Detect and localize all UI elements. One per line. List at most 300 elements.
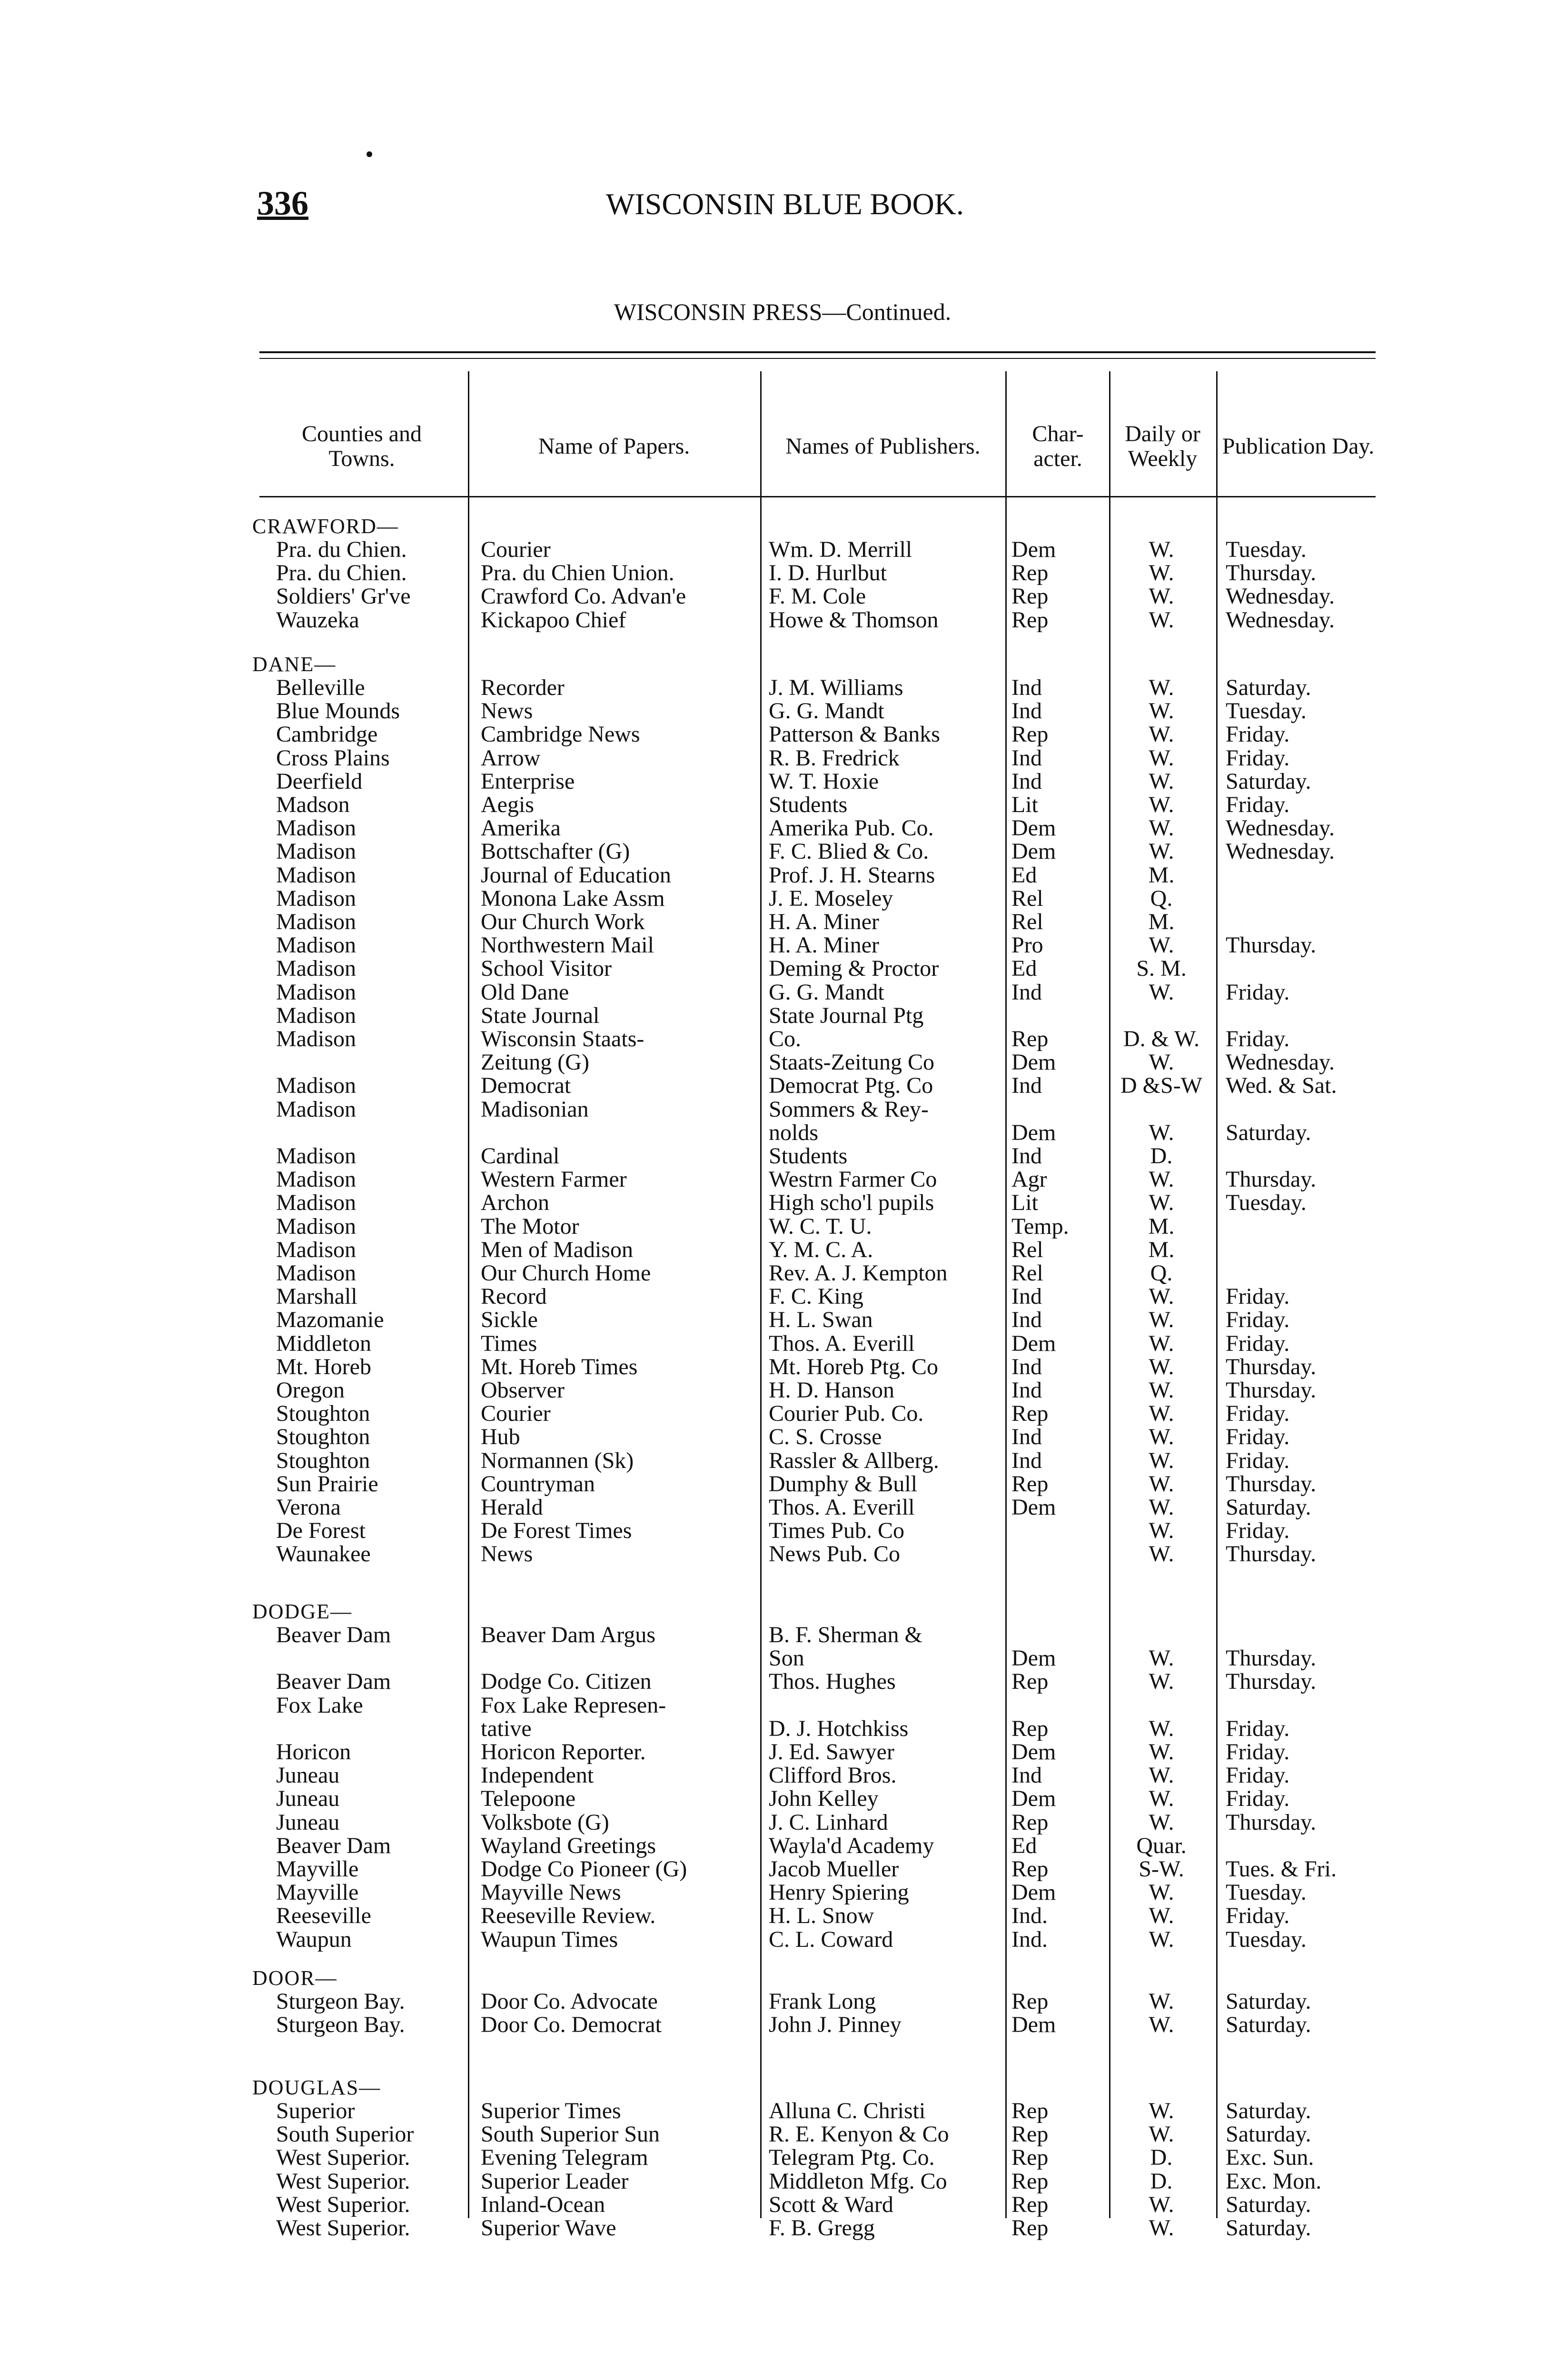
publisher-cell: nolds bbox=[769, 1121, 819, 1145]
character-cell: Dem bbox=[1011, 1051, 1056, 1075]
publisher-cell: F. B. Gregg bbox=[769, 2216, 875, 2240]
frequency-cell: W. bbox=[1149, 723, 1174, 747]
frequency-cell: D. bbox=[1150, 2146, 1173, 2170]
publisher-cell: Howe & Thomson bbox=[769, 608, 939, 632]
publisher-cell: Democrat Ptg. Co bbox=[769, 1074, 933, 1098]
table-row bbox=[0, 723, 1546, 746]
publisher-cell: Wm. D. Merrill bbox=[769, 538, 912, 562]
table-row bbox=[0, 2146, 1546, 2170]
publication-day-cell: Tuesday. bbox=[1226, 699, 1307, 724]
character-cell: Dem bbox=[1011, 1787, 1056, 1811]
frequency-cell: W. bbox=[1149, 2099, 1174, 2123]
publication-day-cell: Saturday. bbox=[1226, 2192, 1311, 2217]
frequency-cell: W. bbox=[1149, 1355, 1174, 1379]
table-row bbox=[0, 1881, 1546, 1904]
character-cell: Ind bbox=[1011, 769, 1042, 793]
town-cell: Madson bbox=[276, 793, 350, 817]
frequency-cell: W. bbox=[1149, 2192, 1174, 2217]
character-cell: Pro bbox=[1011, 933, 1043, 958]
character-cell: Dem bbox=[1011, 1121, 1056, 1145]
character-cell: Ind bbox=[1011, 1308, 1042, 1332]
character-cell: Temp. bbox=[1011, 1214, 1069, 1239]
town-cell: Madison bbox=[276, 886, 356, 911]
character-cell: Dem bbox=[1011, 538, 1056, 562]
paper-name-cell: The Motor bbox=[481, 1214, 579, 1239]
character-cell: Ind bbox=[1011, 980, 1042, 1004]
town-cell: Madison bbox=[276, 933, 356, 958]
table-row bbox=[0, 2170, 1546, 2193]
table-row bbox=[0, 1857, 1546, 1881]
town-cell: Madison bbox=[276, 816, 356, 841]
paper-name-cell: Mt. Horeb Times bbox=[481, 1355, 638, 1379]
paper-name-cell: Kickapoo Chief bbox=[481, 608, 626, 632]
town-cell: Verona bbox=[276, 1496, 341, 1519]
publisher-cell: Clifford Bros. bbox=[769, 1764, 897, 1788]
paper-name-cell: De Forest Times bbox=[481, 1519, 632, 1543]
table-row bbox=[0, 1646, 1546, 1670]
publisher-cell: H. A. Miner bbox=[769, 910, 879, 934]
character-cell: Rep bbox=[1011, 2192, 1049, 2217]
table-row bbox=[0, 1834, 1546, 1858]
paper-name-cell: Independent bbox=[481, 1764, 594, 1788]
publication-day-cell: Thursday. bbox=[1226, 1542, 1317, 1567]
frequency-cell: Q. bbox=[1150, 886, 1173, 911]
publication-day-cell: Tuesday. bbox=[1226, 1927, 1307, 1952]
character-cell: Ind bbox=[1011, 1425, 1042, 1449]
publisher-cell: Staats-Zeitung Co bbox=[769, 1051, 934, 1075]
publisher-cell: High scho'l pupils bbox=[769, 1191, 934, 1215]
character-cell: Lit bbox=[1011, 1191, 1038, 1215]
publication-day-cell: Friday. bbox=[1226, 1027, 1290, 1051]
town-cell: Madison bbox=[276, 910, 356, 934]
publisher-cell: Dumphy & Bull bbox=[769, 1472, 918, 1496]
town-cell: Stoughton bbox=[276, 1425, 370, 1449]
character-cell: Ed bbox=[1011, 1834, 1037, 1858]
table-row bbox=[0, 561, 1546, 585]
publisher-cell: J. M. Williams bbox=[769, 676, 903, 700]
publisher-cell: J. C. Linhard bbox=[769, 1810, 888, 1835]
publisher-cell: Thos. Hughes bbox=[769, 1670, 896, 1694]
town-cell: Deerfield bbox=[276, 769, 363, 793]
frequency-cell: W. bbox=[1149, 2216, 1174, 2240]
publisher-cell: Patterson & Banks bbox=[769, 723, 940, 747]
paper-name-cell: Cardinal bbox=[481, 1144, 560, 1168]
frequency-cell: M. bbox=[1148, 910, 1175, 934]
character-cell: Rep bbox=[1011, 2122, 1049, 2147]
frequency-cell: W. bbox=[1149, 1904, 1174, 1928]
publication-day-cell: Thursday. bbox=[1226, 1646, 1317, 1671]
table-row bbox=[0, 770, 1546, 793]
frequency-cell: W. bbox=[1149, 585, 1174, 609]
paper-name-cell: Times bbox=[481, 1331, 537, 1356]
character-cell: Rep bbox=[1011, 1716, 1049, 1741]
paper-name-cell: Dodge Co Pioneer (G) bbox=[481, 1857, 687, 1881]
town-cell: Fox Lake bbox=[276, 1693, 363, 1717]
town-cell: Waupun bbox=[276, 1927, 352, 1952]
town-cell: Madison bbox=[276, 980, 356, 1004]
town-cell: Madison bbox=[276, 1214, 356, 1239]
publisher-cell: R. B. Fredrick bbox=[769, 746, 900, 770]
table-row bbox=[0, 1623, 1546, 1647]
town-cell: Beaver Dam bbox=[276, 1834, 391, 1858]
paper-name-cell: Northwestern Mail bbox=[481, 933, 654, 958]
top-rule bbox=[259, 351, 1376, 353]
character-cell: Dem bbox=[1011, 1331, 1056, 1356]
town-cell: South Superior bbox=[276, 2122, 414, 2147]
publication-day-cell: Friday. bbox=[1226, 746, 1290, 770]
paper-name-cell: Our Church Work bbox=[481, 910, 645, 934]
publisher-cell: C. L. Coward bbox=[769, 1927, 893, 1952]
frequency-cell: W. bbox=[1149, 1787, 1174, 1811]
publisher-cell: Students bbox=[769, 793, 848, 817]
character-cell: Rel bbox=[1011, 1261, 1043, 1285]
table-row bbox=[0, 1285, 1546, 1309]
publisher-cell: H. L. Snow bbox=[769, 1904, 874, 1928]
table-row bbox=[0, 1402, 1546, 1426]
publisher-cell: State Journal Ptg bbox=[769, 1003, 924, 1028]
paper-name-cell: Monona Lake Assm bbox=[481, 886, 665, 911]
town-cell: Reeseville bbox=[276, 1904, 371, 1928]
publisher-cell: Thos. A. Everill bbox=[769, 1496, 915, 1519]
table-row bbox=[0, 910, 1546, 934]
publisher-cell: G. G. Mandt bbox=[769, 699, 884, 724]
paper-name-cell: Our Church Home bbox=[481, 1261, 651, 1285]
publisher-cell: Scott & Ward bbox=[769, 2192, 893, 2217]
town-cell: Sun Prairie bbox=[276, 1472, 378, 1496]
table-row bbox=[0, 1717, 1546, 1741]
publication-day-cell: Wednesday. bbox=[1226, 585, 1335, 609]
frequency-cell: D. bbox=[1150, 1144, 1173, 1168]
character-cell: Dem bbox=[1011, 1646, 1056, 1671]
frequency-cell: W. bbox=[1149, 1448, 1174, 1473]
publisher-cell: Amerika Pub. Co. bbox=[769, 816, 934, 841]
county-heading: DOOR— bbox=[252, 1966, 337, 1990]
table-row bbox=[0, 816, 1546, 840]
paper-name-cell: Old Dane bbox=[481, 980, 569, 1004]
publication-day-cell: Thursday. bbox=[1226, 1378, 1317, 1402]
town-cell: Superior bbox=[276, 2099, 355, 2123]
page-number: 336 bbox=[257, 184, 308, 222]
town-cell: Beaver Dam bbox=[276, 1623, 391, 1647]
character-cell: Rep bbox=[1011, 1027, 1049, 1051]
publication-day-cell: Friday. bbox=[1226, 723, 1290, 747]
publication-day-cell: Thursday. bbox=[1226, 561, 1317, 585]
table-row bbox=[0, 1990, 1546, 2013]
table-row bbox=[0, 1098, 1546, 1121]
publisher-cell: Son bbox=[769, 1646, 804, 1671]
frequency-cell: W. bbox=[1149, 840, 1174, 864]
publication-day-cell: Friday. bbox=[1226, 1425, 1290, 1449]
frequency-cell: W. bbox=[1149, 769, 1174, 793]
paper-name-cell: Countryman bbox=[481, 1472, 595, 1496]
header-publishers: Names of Publishers. bbox=[785, 434, 981, 459]
publisher-cell: Henry Spiering bbox=[769, 1881, 909, 1905]
town-cell: Juneau bbox=[276, 1787, 340, 1811]
character-cell: Ind bbox=[1011, 699, 1042, 724]
character-cell: Rep bbox=[1011, 1402, 1049, 1426]
publication-day-cell: Saturday. bbox=[1226, 676, 1311, 700]
town-cell: West Superior. bbox=[276, 2169, 410, 2193]
town-cell: Horicon bbox=[276, 1740, 351, 1764]
table-row bbox=[0, 1355, 1546, 1379]
publication-day-cell: Friday. bbox=[1226, 1740, 1290, 1764]
character-cell: Rep bbox=[1011, 723, 1049, 747]
town-cell: Madison bbox=[276, 957, 356, 981]
town-cell: Madison bbox=[276, 1238, 356, 1262]
town-cell: Pra. du Chien. bbox=[276, 538, 407, 562]
publisher-cell: Sommers & Rey- bbox=[769, 1097, 929, 1121]
character-cell: Rep bbox=[1011, 2216, 1049, 2240]
character-cell: Dem bbox=[1011, 1740, 1056, 1764]
table-row bbox=[0, 981, 1546, 1004]
table-row bbox=[0, 1308, 1546, 1332]
character-cell: Rep bbox=[1011, 1670, 1049, 1694]
paper-name-cell: Western Farmer bbox=[481, 1168, 627, 1192]
paper-name-cell: Dodge Co. Citizen bbox=[481, 1670, 652, 1694]
publisher-cell: J. E. Moseley bbox=[769, 886, 893, 911]
table-row bbox=[0, 1904, 1546, 1928]
paper-name-cell: Horicon Reporter. bbox=[481, 1740, 646, 1764]
table-row bbox=[0, 793, 1546, 817]
character-cell: Ind bbox=[1011, 676, 1042, 700]
character-cell: Ind bbox=[1011, 1285, 1042, 1309]
table-row bbox=[0, 1740, 1546, 1764]
town-cell: Pra. du Chien. bbox=[276, 561, 407, 585]
frequency-cell: W. bbox=[1149, 1121, 1174, 1145]
paper-name-cell: Superior Leader bbox=[481, 2169, 629, 2193]
publisher-cell: J. Ed. Sawyer bbox=[769, 1740, 894, 1764]
paper-name-cell: School Visitor bbox=[481, 957, 612, 981]
table-row bbox=[0, 1811, 1546, 1835]
header-character: Char- acter. bbox=[1032, 421, 1084, 471]
publisher-cell: B. F. Sherman & bbox=[769, 1623, 922, 1647]
publication-day-cell: Friday. bbox=[1226, 1308, 1290, 1332]
town-cell: Mt. Horeb bbox=[276, 1355, 371, 1379]
frequency-cell: M. bbox=[1148, 1214, 1175, 1239]
frequency-cell: W. bbox=[1149, 1285, 1174, 1309]
paper-name-cell: Fox Lake Represen- bbox=[481, 1693, 666, 1717]
character-cell: Rel bbox=[1011, 886, 1043, 911]
publication-day-cell: Friday. bbox=[1226, 1402, 1290, 1426]
table-row bbox=[0, 887, 1546, 911]
header-papers: Name of Papers. bbox=[538, 434, 690, 459]
publication-day-cell: Thursday. bbox=[1226, 933, 1317, 958]
publication-day-cell: Friday. bbox=[1226, 1519, 1290, 1543]
table-row bbox=[0, 746, 1546, 770]
table-row bbox=[0, 1496, 1546, 1519]
publication-day-cell: Saturday. bbox=[1226, 2216, 1311, 2240]
character-cell: Ed bbox=[1011, 957, 1037, 981]
character-cell: Ind bbox=[1011, 1764, 1042, 1788]
table-row bbox=[0, 1168, 1546, 1191]
publisher-cell: John J. Pinney bbox=[769, 2013, 902, 2037]
publisher-cell: H. D. Hanson bbox=[769, 1378, 894, 1402]
character-cell: Ind bbox=[1011, 1378, 1042, 1402]
publication-day-cell: Friday. bbox=[1226, 1331, 1290, 1356]
table-row bbox=[0, 1449, 1546, 1473]
frequency-cell: W. bbox=[1149, 608, 1174, 632]
publication-day-cell: Thursday. bbox=[1226, 1670, 1317, 1694]
publication-day-cell: Saturday. bbox=[1226, 769, 1311, 793]
publisher-cell: Y. M. C. A. bbox=[769, 1238, 873, 1262]
town-cell: Stoughton bbox=[276, 1448, 370, 1473]
table-row bbox=[0, 1787, 1546, 1811]
paper-name-cell: Zeitung (G) bbox=[481, 1051, 589, 1075]
publisher-cell: Westrn Farmer Co bbox=[769, 1168, 937, 1192]
table-row bbox=[0, 1928, 1546, 1952]
frequency-cell: D. bbox=[1150, 2169, 1173, 2193]
paper-name-cell: Amerika bbox=[481, 816, 561, 841]
publication-day-cell: Friday. bbox=[1226, 1764, 1290, 1788]
table-subtitle: WISCONSIN PRESS—Continued. bbox=[614, 298, 951, 325]
character-cell: Lit bbox=[1011, 793, 1038, 817]
character-cell: Rep bbox=[1011, 1857, 1049, 1881]
paper-name-cell: Wayland Greetings bbox=[481, 1834, 656, 1858]
paper-name-cell: Waupun Times bbox=[481, 1927, 618, 1952]
town-cell: Beaver Dam bbox=[276, 1670, 391, 1694]
town-cell: Mayville bbox=[276, 1857, 359, 1881]
character-cell: Ind bbox=[1011, 746, 1042, 770]
table-row bbox=[0, 2013, 1546, 2037]
frequency-cell: W. bbox=[1149, 1764, 1174, 1788]
publication-day-cell: Saturday. bbox=[1226, 2099, 1311, 2123]
town-cell: Stoughton bbox=[276, 1402, 370, 1426]
character-cell: Rep bbox=[1011, 1472, 1049, 1496]
paper-name-cell: Superior Times bbox=[481, 2099, 621, 2123]
frequency-cell: D. & W. bbox=[1123, 1027, 1200, 1051]
table-row bbox=[0, 585, 1546, 608]
publisher-cell: G. G. Mandt bbox=[769, 980, 884, 1004]
frequency-cell: W. bbox=[1149, 1191, 1174, 1215]
paper-name-cell: tative bbox=[481, 1716, 532, 1741]
paper-name-cell: Pra. du Chien Union. bbox=[481, 561, 674, 585]
publisher-cell: Mt. Horeb Ptg. Co bbox=[769, 1355, 939, 1379]
paper-name-cell: Enterprise bbox=[481, 769, 575, 793]
paper-name-cell: Observer bbox=[481, 1378, 565, 1402]
publication-day-cell: Friday. bbox=[1226, 1285, 1290, 1309]
frequency-cell: W. bbox=[1149, 2122, 1174, 2147]
town-cell: Madison bbox=[276, 1027, 356, 1051]
frequency-cell: W. bbox=[1149, 1472, 1174, 1496]
frequency-cell: W. bbox=[1149, 561, 1174, 585]
header-frequency: Daily or Weekly bbox=[1125, 421, 1200, 471]
paper-name-cell: Reeseville Review. bbox=[481, 1904, 656, 1928]
frequency-cell: M. bbox=[1148, 1238, 1175, 1262]
publisher-cell: Rassler & Allberg. bbox=[769, 1448, 939, 1473]
frequency-cell: S. M. bbox=[1136, 957, 1187, 981]
frequency-cell: W. bbox=[1149, 1646, 1174, 1671]
town-cell: Middleton bbox=[276, 1331, 371, 1356]
town-cell: Soldiers' Gr've bbox=[276, 585, 411, 609]
frequency-cell: W. bbox=[1149, 1927, 1174, 1952]
paper-name-cell: Door Co. Advocate bbox=[481, 1990, 658, 2013]
paper-name-cell: Evening Telegram bbox=[481, 2146, 648, 2170]
character-cell: Rep bbox=[1011, 608, 1049, 632]
stray-mark bbox=[367, 151, 372, 157]
character-cell: Agr bbox=[1011, 1168, 1047, 1192]
character-cell: Dem bbox=[1011, 840, 1056, 864]
publication-day-cell: Friday. bbox=[1226, 1904, 1290, 1928]
table-row bbox=[0, 933, 1546, 957]
town-cell: Mayville bbox=[276, 1881, 359, 1905]
character-cell: Ind bbox=[1011, 1144, 1042, 1168]
frequency-cell: W. bbox=[1149, 933, 1174, 958]
character-cell: Dem bbox=[1011, 816, 1056, 841]
publication-day-cell: Friday. bbox=[1226, 1787, 1290, 1811]
publisher-cell: John Kelley bbox=[769, 1787, 879, 1811]
table-row bbox=[0, 1694, 1546, 1717]
publisher-cell: Jacob Mueller bbox=[769, 1857, 899, 1881]
town-cell: Blue Mounds bbox=[276, 699, 400, 724]
publisher-cell: W. T. Hoxie bbox=[769, 769, 879, 793]
paper-name-cell: Men of Madison bbox=[481, 1238, 633, 1262]
paper-name-cell: Mayville News bbox=[481, 1881, 621, 1905]
publisher-cell: Courier Pub. Co. bbox=[769, 1402, 924, 1426]
publisher-cell: Times Pub. Co bbox=[769, 1519, 904, 1543]
publication-day-cell: Saturday. bbox=[1226, 1121, 1311, 1145]
table-row bbox=[0, 1332, 1546, 1356]
town-cell: Wauzeka bbox=[276, 608, 359, 632]
paper-name-cell: Telepoone bbox=[481, 1787, 576, 1811]
character-cell: Rep bbox=[1011, 2169, 1049, 2193]
paper-name-cell: South Superior Sun bbox=[481, 2122, 660, 2147]
frequency-cell: W. bbox=[1149, 676, 1174, 700]
frequency-cell: W. bbox=[1149, 699, 1174, 724]
frequency-cell: W. bbox=[1149, 1716, 1174, 1741]
character-cell: Rep bbox=[1011, 585, 1049, 609]
town-cell: Sturgeon Bay. bbox=[276, 1990, 405, 2013]
table-row bbox=[0, 1238, 1546, 1262]
publication-day-cell: Saturday. bbox=[1226, 1496, 1311, 1519]
table-row bbox=[0, 1191, 1546, 1215]
county-heading: DANE— bbox=[252, 653, 337, 676]
publisher-cell: Prof. J. H. Stearns bbox=[769, 863, 935, 887]
publication-day-cell: Saturday. bbox=[1226, 1990, 1311, 2013]
table-row bbox=[0, 1764, 1546, 1787]
table-row bbox=[0, 538, 1546, 562]
town-cell: Juneau bbox=[276, 1764, 340, 1788]
character-cell: Rep bbox=[1011, 2099, 1049, 2123]
paper-name-cell: Record bbox=[481, 1285, 547, 1309]
paper-name-cell: Journal of Education bbox=[481, 863, 671, 887]
table-row bbox=[0, 1472, 1546, 1496]
publisher-cell: W. C. T. U. bbox=[769, 1214, 872, 1239]
publication-day-cell: Tuesday. bbox=[1226, 1881, 1307, 1905]
table-row bbox=[0, 1425, 1546, 1449]
frequency-cell: W. bbox=[1149, 793, 1174, 817]
frequency-cell: D &S-W bbox=[1120, 1074, 1202, 1098]
frequency-cell: W. bbox=[1149, 1519, 1174, 1543]
character-cell: Rep bbox=[1011, 1990, 1049, 2013]
publication-day-cell: Tuesday. bbox=[1226, 1191, 1307, 1215]
publication-day-cell: Exc. Sun. bbox=[1226, 2146, 1314, 2170]
publication-day-cell: Wednesday. bbox=[1226, 1051, 1335, 1075]
town-cell: Oregon bbox=[276, 1378, 345, 1402]
paper-name-cell: Sickle bbox=[481, 1308, 538, 1332]
paper-name-cell: Hub bbox=[481, 1425, 520, 1449]
paper-name-cell: Normannen (Sk) bbox=[481, 1448, 634, 1473]
frequency-cell: W. bbox=[1149, 1542, 1174, 1567]
character-cell: Rel bbox=[1011, 1238, 1043, 1262]
publisher-cell: D. J. Hotchkiss bbox=[769, 1716, 909, 1741]
paper-name-cell: Courier bbox=[481, 1402, 551, 1426]
publisher-cell: Rev. A. J. Kempton bbox=[769, 1261, 948, 1285]
publisher-cell: H. L. Swan bbox=[769, 1308, 873, 1332]
publication-day-cell: Saturday. bbox=[1226, 2122, 1311, 2147]
county-heading: CRAWFORD— bbox=[252, 515, 399, 538]
publisher-cell: R. E. Kenyon & Co bbox=[769, 2122, 949, 2147]
table-row bbox=[0, 1261, 1546, 1285]
